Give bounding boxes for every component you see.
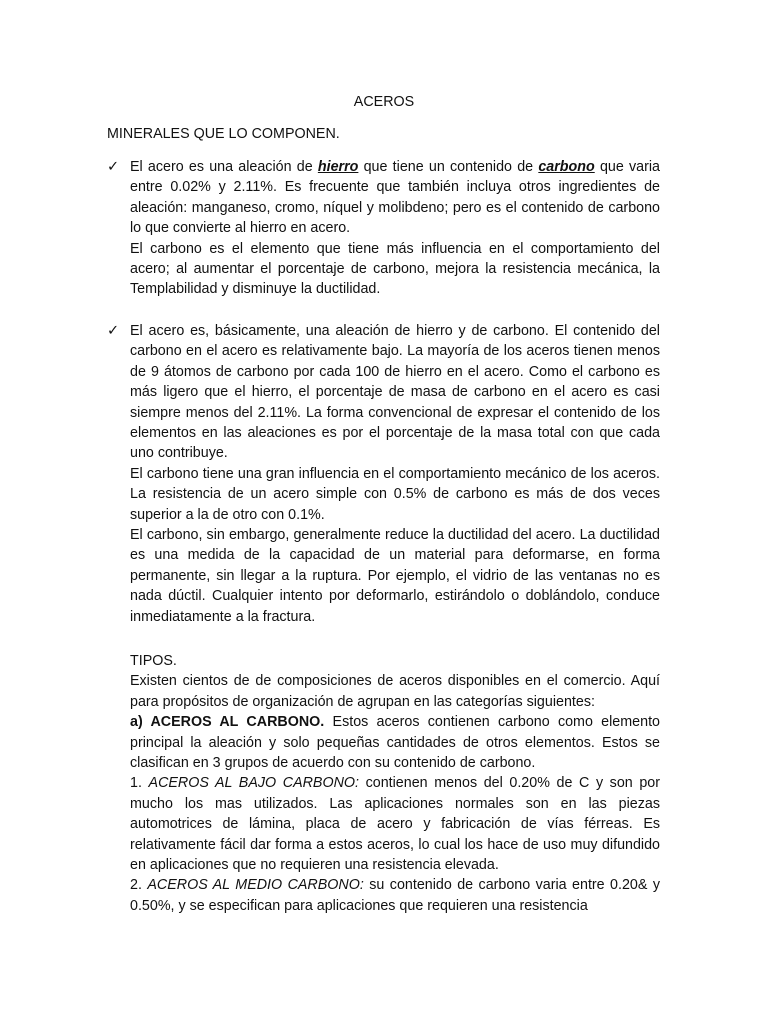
bullet-item-1 [107, 157, 660, 300]
paragraph: 2. ACEROS AL MEDIO CARBONO: su contenido de carbono varia entre 0.20& y 0.50%, y se especifican para aplicaciones que requieren una resistencia [130, 877, 660, 914]
tipos-section [130, 651, 660, 916]
document-title: ACEROS [353, 94, 415, 110]
paragraph: a) ACEROS AL CARBONO. Estos aceros contienen carbono como elemento principal la aleación y solo pequeñas cantidades de otros elementos. Estos se clasifican en 3 grupos de acuerdo con su contenido de carbono. [130, 714, 660, 772]
paragraph: El acero es una aleación de hierro que tiene un contenido de carbono que varia entre 0.02% y 2.11%. Es frecuente que también incluya otros ingredientes de aleación: manganeso, cromo, níquel y molibdeno; pero es el contenido de carbono lo que convierte al hierro en acero. [130, 159, 660, 237]
checkmark-icon: ✓ [107, 159, 119, 175]
paragraph: Existen cientos de de composiciones de aceros disponibles en el comercio. Aquí para propósitos de organización de agrupan en las categorías siguientes: [130, 673, 660, 710]
bullet-item-2 [107, 321, 660, 627]
subheading-aceros-al-carbono: a) ACEROS AL CARBONO. [130, 714, 325, 731]
paragraph: El carbono es el elemento que tiene más influencia en el comportamiento del acero; al aumentar el porcentaje de carbono, mejora la resistencia mecánica, la Templabilidad y disminuye la ductilidad. [130, 240, 660, 298]
label-medio-carbono: ACEROS AL MEDIO CARBONO: [147, 877, 364, 894]
tipos-label: TIPOS. [130, 653, 177, 669]
checkmark-icon: ✓ [107, 323, 119, 339]
keyword-carbono: carbono [538, 159, 595, 175]
paragraph: 1. ACEROS AL BAJO CARBONO: contienen menos del 0.20% de C y son por mucho los mas utilizados. Las aplicaciones normales son en las piezas automotrices de lámina, placa de acero y fabricación de vías férreas. Es relativamente fácil dar forma a estos aceros, lo cual los hace de uso muy difundido en aplicaciones que no requieren una resistencia elevada. [130, 775, 660, 874]
label-bajo-carbono: ACEROS AL BAJO CARBONO: [148, 775, 359, 792]
section-heading: MINERALES QUE LO COMPONEN. [107, 126, 340, 142]
paragraph: El carbono, sin embargo, generalmente reduce la ductilidad del acero. La ductilidad es una medida de la capacidad de un material para deformarse, en forma permanente, sin llegar a la ruptura. Por ejemplo, el vidrio de las ventanas no es nada dúctil. Cualquier intento por deformarlo, estirándolo o doblándolo, conduce inmediatamente a la fractura. [130, 527, 660, 625]
paragraph: El acero es, básicamente, una aleación de hierro y de carbono. El contenido del carbono en el acero es relativamente bajo. La mayoría de los aceros tienen menos de 9 átomos de carbono por cada 100 de hierro en el acero. Como el carbono es más ligero que el hierro, el porcentaje de masa de carbono en el acero es casi siempre menos del 2.11%. La forma convencional de expresar el contenido de los elementos en las aleaciones es por el porcentaje de la masa total con que cada uno contribuye. [130, 323, 660, 462]
keyword-hierro: hierro [317, 159, 359, 175]
paragraph: El carbono tiene una gran influencia en el comportamiento mecánico de los aceros. La resistencia de un acero simple con 0.5% de carbono es más de dos veces superior a la de otro con 0.1%. [130, 465, 660, 523]
